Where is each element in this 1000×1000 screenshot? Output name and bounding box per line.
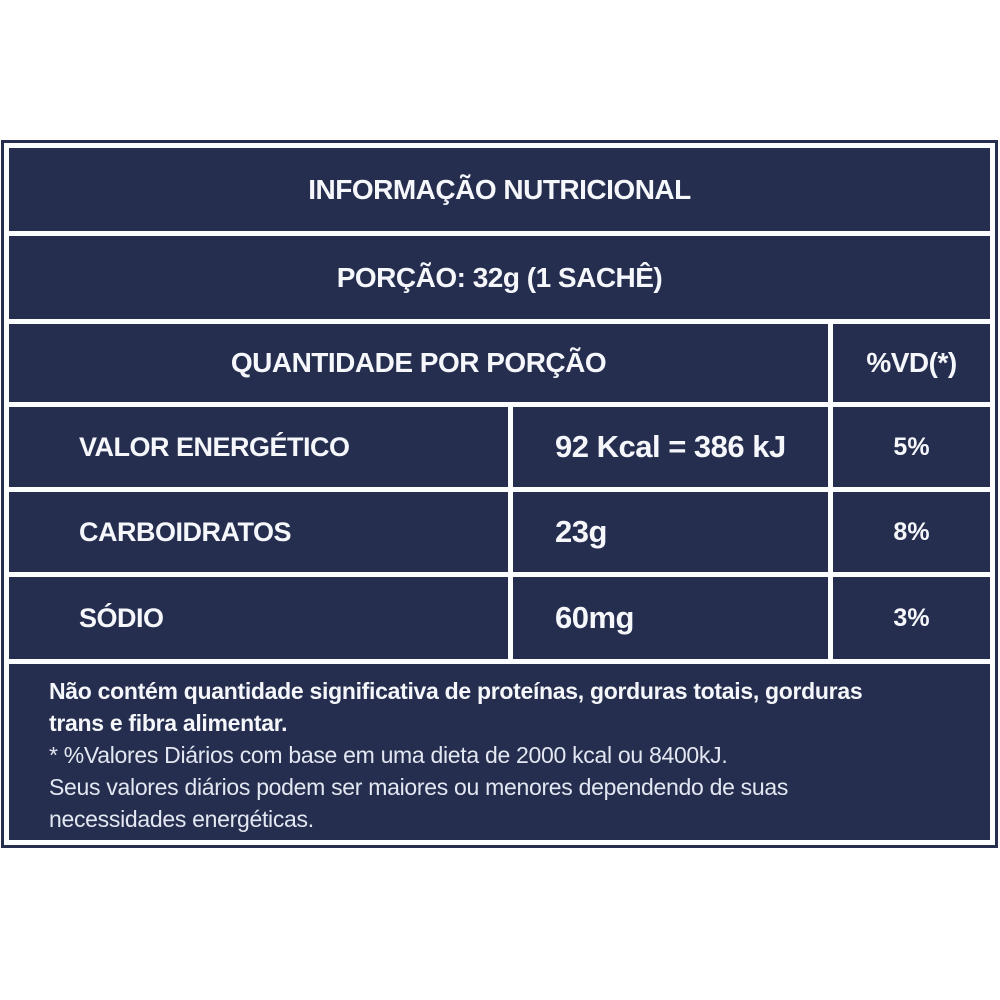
serving-size-cell: [9, 236, 990, 319]
nutrient-label: SÓDIO: [79, 602, 164, 633]
table-row-energy-dv: [833, 407, 990, 487]
footnote-line: necessidades energéticas.: [49, 806, 314, 832]
nutrient-label: VALOR ENERGÉTICO: [79, 431, 350, 462]
table-title-cell: [9, 148, 990, 231]
nutrient-dv: 5%: [893, 432, 930, 461]
footnote-line: Não contém quantidade significativa de proteínas, gorduras totais, gorduras: [49, 678, 863, 704]
table-row-carbs-value: [513, 492, 828, 572]
serving-size: PORÇÃO: 32g (1 SACHÊ): [336, 261, 663, 293]
nutrition-facts-table: [1, 140, 998, 848]
daily-value-header: %VD(*): [866, 347, 957, 378]
table-row-energy-label: [9, 407, 508, 487]
table-row-carbs-dv: [833, 492, 990, 572]
nutrient-value: 60mg: [555, 600, 634, 635]
table-row-sodium-dv: [833, 577, 990, 659]
nutrient-dv: 8%: [893, 517, 930, 546]
table-row-carbs-label: [9, 492, 508, 572]
table-row-sodium-value: [513, 577, 828, 659]
daily-value-header-cell: [833, 324, 990, 402]
footnote-line: trans e fibra alimentar.: [49, 710, 288, 736]
nutrient-value: 92 Kcal = 386 kJ: [555, 429, 786, 464]
quantity-header-cell: [9, 324, 828, 402]
nutrient-value: 23g: [555, 514, 607, 549]
nutrient-dv: 3%: [893, 603, 930, 632]
footnote-line: Seus valores diários podem ser maiores ou menores dependendo de suas: [49, 774, 789, 800]
nutrition-grid: [9, 148, 990, 840]
table-row-sodium-label: [9, 577, 508, 659]
table-title: INFORMAÇÃO NUTRICIONAL: [308, 173, 691, 205]
footnotes-cell: [9, 664, 990, 840]
nutrient-label: CARBOIDRATOS: [79, 516, 292, 547]
table-row-energy-value: [513, 407, 828, 487]
quantity-header: QUANTIDADE POR PORÇÃO: [230, 347, 607, 378]
footnote-line: * %Valores Diários com base em uma dieta de 2000 kcal ou 8400kJ.: [49, 742, 728, 768]
